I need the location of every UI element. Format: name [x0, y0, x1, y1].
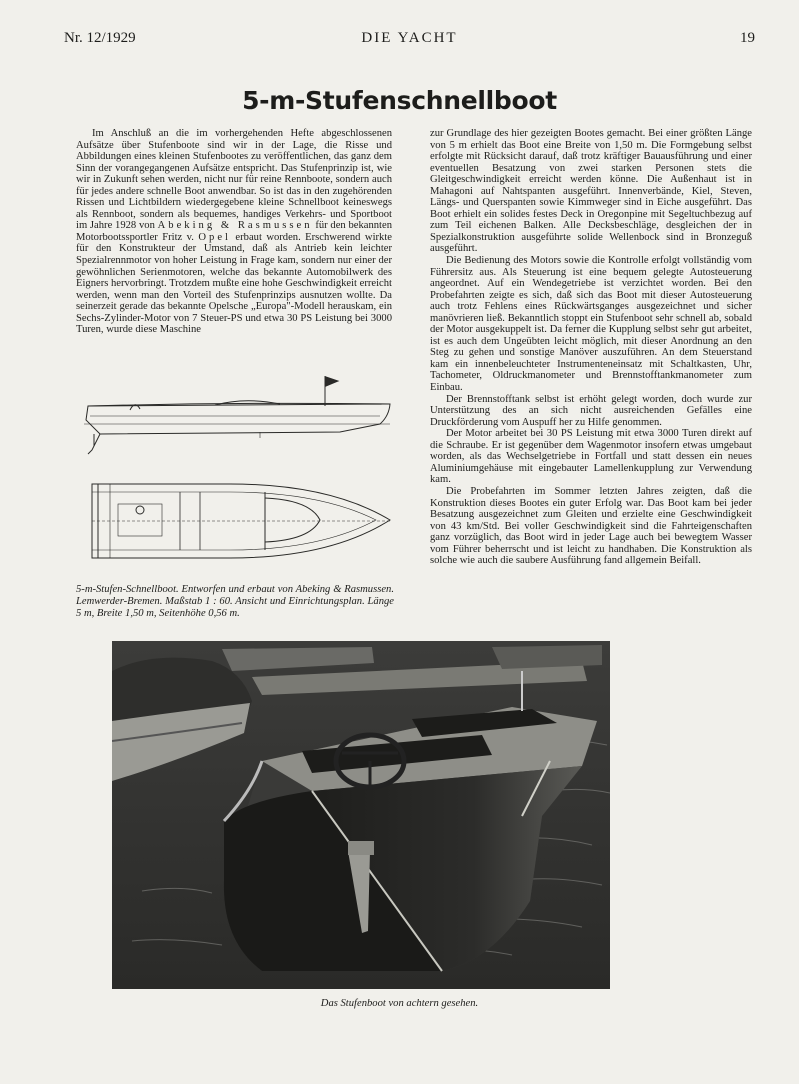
paragraph: zur Grundlage des hier gezeigten Bootes gemacht. Bei einer größten Länge von 5 m erhielt das Boot eine Breite von 1,50 m. Die Formgebung selbst erfolgte mit Rücksicht darauf, daß trotz kräftiger Bauausführung und einer eventuellen Besatzung von zwei starken Personen stets die Gleitgeschwindigkeit erreicht werden könne. Die Außenhaut ist in Mahagoni auf Nahtspanten ausgeführt. Innenverbände, Kiel, Steven, Längs- und Querspanten sowie Kimmweger sind in Eiche ausgeführt. Das Boot erhielt ein solides festes Deck in Oregonpine mit Segeltuchbezug auf zum Teil eichenen Balken. Alle Decksbeschläge, desgleichen der in Spezialkonstruktion ausgeführte solide Wellenbock sind in Bronzeguß ausgeführt.	[430, 128, 752, 255]
page-number: 19	[740, 30, 755, 46]
boat-photograph	[112, 641, 610, 989]
magazine-name: DIE YACHT	[361, 30, 458, 46]
figure-caption-plan: 5-m-Stufen-Schnellboot. Entworfen und erbaut von Abeking & Rasmussen. Lemwerder-Bremen. Maßstab 1 : 60. Ansicht und Einrichtungsplan. Länge 5 m, Breite 1,50 m, Seitenhöhe 0,56 m.	[76, 584, 394, 619]
side-elevation	[84, 376, 390, 454]
article-title: 5-m-Stufenschnellboot	[242, 86, 557, 115]
figure-caption-photo: Das Stufenboot von achtern gesehen.	[320, 998, 479, 1009]
flag-icon	[326, 377, 338, 386]
plan-view	[92, 484, 390, 558]
text-column-right	[430, 128, 752, 567]
boat-plan-drawing	[80, 372, 398, 584]
paragraph: Der Motor arbeitet bei 30 PS Leistung mit etwa 3000 Turen direkt auf die Schraube. Er ist gegenüber dem Wagenmotor insofern etwas umgebaut worden, als das Wechselgetriebe in Fortfall und statt dessen ein neues Aluminiumgehäuse mit eingebauter Lamellenkupplung zur Verwendung kam.	[430, 428, 752, 486]
builder-name: Abeking & Rasmussen	[157, 220, 313, 232]
boat-photo-image	[112, 641, 610, 989]
paragraph: Die Bedienung des Motors sowie die Kontrolle erfolgt vollständig vom Führersitz aus. Als Steuerung ist eine bequem gelegte Autosteuerung angeordnet. Auf ein Wendegetriebe ist verzichtet worden. Bei den Probefahrten zeigte es sich, daß sich das Boot mit dieser Autosteuerung auch trotz Fehlens eines Rückwärtsganges ausgezeichnet und sicher manövrieren ließ. Bekanntlich stoppt ein Stufenboot sehr schnell ab, sobald der Motor ausgekuppelt ist. Da ferner die Kupplung selbst sehr gut arbeitet, ist es auch dem Ungeübten leicht möglich, mit dieser Anordnung an den Steg zu gehen und sonstige Manöver auszuführen. An dem Steuerstand kam ein innenbeleuchteter Instrumenteneinsatz mit Schaltkasten, Uhr, Tachometer, Oldruckmanometer und Brennstofftankmanometer zum Einbau.	[430, 255, 752, 394]
paragraph: Die Probefahrten im Sommer letzten Jahres zeigten, daß die Konstruktion dieses Bootes ein guter Erfolg war. Das Boot kam bei jeder Besatzung ausgezeichnet zum Gleiten und erzielte eine Geschwindigkeit von 43 km/Std. Bei voller Geschwindigkeit sind die Fahrteigenschaften ganz vorzüglich, das Boot wird in jeder Lage auch bei bewegtem Wasser vom Führer beherrscht und ist leicht zu handhaben. Die Konstruktion als solche wie auch die saubere Ausführung fand allgemein Beifall.	[430, 485, 752, 567]
page-header	[64, 30, 755, 50]
paragraph: Der Brennstofftank selbst ist erhöht gelegt worden, doch wurde zur Unterstützung des an sich nicht ausreichenden Gefälles eine Druckförderung vom Auspuff her zu Hilfe genommen.	[430, 393, 752, 428]
text-column-left	[76, 128, 392, 336]
owner-name: Opel	[198, 231, 231, 243]
issue-number: Nr. 12/1929	[64, 30, 136, 46]
paragraph: Im Anschluß an die im vorhergehenden Hefte abgeschlossenen Aufsätze über Stufenboote sind wir in der Lage, die Risse und Abbildungen eines kleinen Stufenbootes zu veröffentlichen, das ganz dem Sinn der vorangegangenen Aufsätze entspricht. Das Stufenprinzip ist, wie wir in Zukunft sehen werden, nicht nur für reine Rennboote, sondern auch für jedes andere schnelle Boot anwendbar. So ist das in den zugehörenden Rissen und Lichtbildern wiedergegebene kleine Schnellboot keineswegs als Rennboot, sondern als bequemes, handiges Verkehrs- und Sportboot im Jahre 1928 von Abeking & Rasmussen für den bekannten Motorbootssportler Fritz v. Opel erbaut worden. Erschwerend wirkte für den Konstrukteur der Umstand, daß als Antrieb kein leichter Spezialrennmotor von hoher Leistung in Frage kam, sondern nur einer der gewöhnlichen Serienmotoren, welche das bekannte Automobilwerk des Eigners hervorbringt. Trotzdem mußte eine hohe Geschwindigkeit erreicht werden, wenn man den Vorteil des Stufenprinzips ausnutzen wollte. Da seinerzeit gerade das bekannte Opelsche „Europa"-Modell herauskam, ein Sechs-Zylinder-Motor von 7 Steuer-PS und etwa 30 PS Leistung bei 3000 Turen, wurde diese Maschine	[76, 128, 392, 336]
